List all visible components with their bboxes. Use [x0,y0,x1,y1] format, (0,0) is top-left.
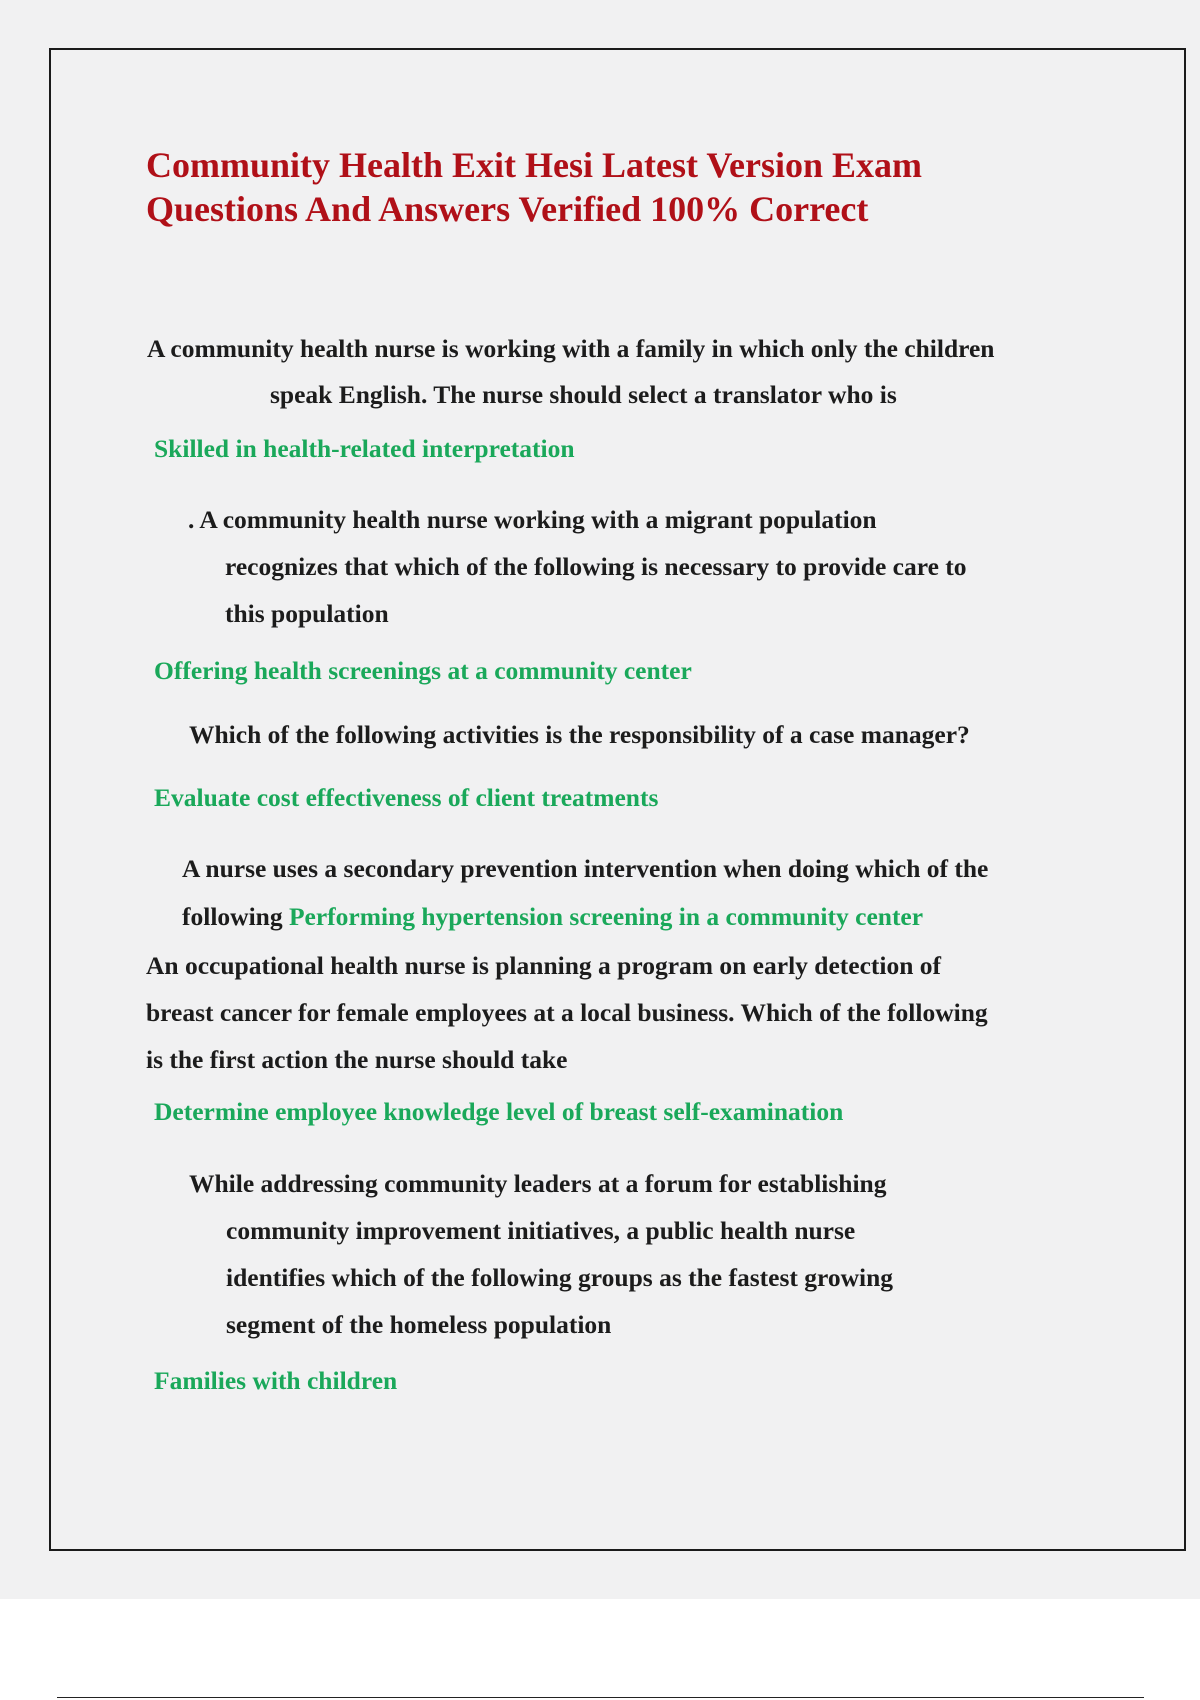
title-line-1: Community Health Exit Hesi Latest Version Exam [146,145,923,185]
question-4-line-1: A nurse uses a secondary prevention intervention when doing which of the [182,854,989,883]
question-6-line-3: identifies which of the following groups as the fastest growing [226,1263,894,1292]
question-3 [189,720,970,750]
question-4 [182,845,988,941]
question-2 [188,496,967,637]
question-3-line-1: Which of the following activities is the responsibility of a case manager? [189,720,970,749]
question-1-line-2: speak English. The nurse should select a translator who is [270,380,897,409]
question-4-prefix: following [182,902,283,931]
question-2-line-2: recognizes that which of the following is necessary to provide care to [225,552,967,581]
answer-5: Determine employee knowledge level of breast self-examination [154,1097,844,1126]
page-divider [57,1697,1144,1698]
question-4-line-2 [182,893,988,941]
answer-4: Performing hypertension screening in a community center [288,902,924,931]
answer-3: Evaluate cost effectiveness of client treatments [154,783,659,812]
answer-2: Offering health screenings at a community center [154,656,692,685]
question-1-line-1: A community health nurse is working with a family in which only the children [147,334,995,363]
question-5-line-3: is the first action the nurse should take [146,1045,568,1074]
title-line-2: Questions And Answers Verified 100% Correct [146,189,869,229]
question-5 [146,942,988,1083]
question-5-line-1: An occupational health nurse is planning a program on early detection of [146,951,942,980]
next-page-area [0,1599,1200,1700]
question-2-line-3: this population [225,599,389,628]
question-2-line-1: . A community health nurse working with a migrant population [188,505,877,534]
question-5-line-2: breast cancer for female employees at a local business. Which of the following [146,998,988,1027]
answer-6: Families with children [154,1366,398,1395]
answer-1: Skilled in health-related interpretation [154,434,575,463]
question-6-line-4: segment of the homeless population [226,1310,612,1339]
question-6-line-1: While addressing community leaders at a forum for establishing [189,1169,887,1198]
question-6 [189,1160,893,1348]
page-title [146,143,1046,231]
question-1 [147,326,995,418]
question-6-line-2: community improvement initiatives, a public health nurse [226,1216,856,1245]
